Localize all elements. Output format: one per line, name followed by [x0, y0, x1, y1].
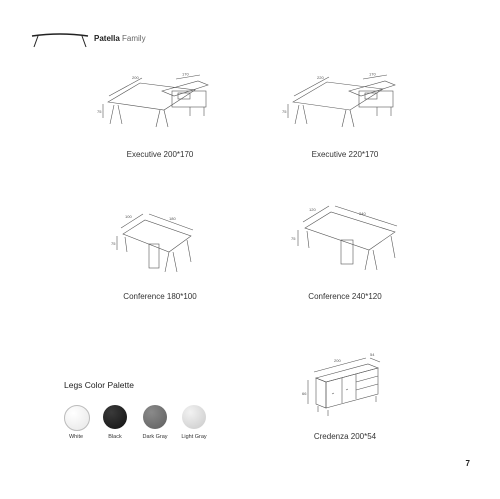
brand-family: Family: [122, 34, 146, 43]
swatch-white: [64, 405, 90, 431]
executive-220-drawing: [282, 71, 405, 134]
swatch-light-gray: [182, 405, 206, 429]
dim-width: 240: [359, 211, 366, 216]
dim-height: 75: [291, 236, 296, 241]
dim-height: 66: [302, 391, 307, 396]
swatch-dark-gray: [143, 405, 167, 429]
conference-240-drawing: [293, 204, 403, 272]
brand-title: [94, 34, 146, 43]
executive-200-drawing: [97, 71, 220, 134]
dim-width: 220: [317, 75, 324, 80]
swatch-label-dark-gray: Dark Gray: [142, 434, 168, 440]
patella-logo-icon: [30, 31, 90, 49]
conference-180-drawing: [113, 210, 203, 272]
swatch-label-white: White: [68, 434, 84, 440]
palette-title: Legs Color Palette: [64, 380, 134, 390]
dim-height: 75: [282, 109, 287, 114]
swatch-black: [103, 405, 127, 429]
caption-executive-200: Executive 200*170: [126, 150, 194, 159]
dim-depth: 170: [369, 71, 376, 77]
dim-width: 180: [169, 216, 176, 221]
caption-conference-180: Conference 180*100: [123, 292, 197, 301]
brand-name: Patella: [94, 34, 120, 43]
dim-height: 75: [111, 241, 116, 246]
dim-depth: 54: [370, 352, 375, 357]
page-number: 7: [465, 459, 470, 468]
credenza-drawing: [300, 350, 390, 420]
caption-executive-220: Executive 220*170: [311, 150, 379, 159]
caption-conference-240: Conference 240*120: [308, 292, 382, 301]
dim-width: 200: [334, 358, 341, 363]
caption-credenza: Credenza 200*54: [313, 432, 377, 441]
swatch-label-black: Black: [108, 434, 122, 440]
dim-depth: 170: [182, 71, 189, 77]
dim-width: 200: [132, 75, 139, 80]
dim-depth: 120: [309, 207, 316, 212]
dim-depth: 100: [125, 214, 132, 219]
dim-height: 75: [97, 109, 102, 114]
swatch-label-light-gray: Light Gray: [181, 434, 207, 440]
